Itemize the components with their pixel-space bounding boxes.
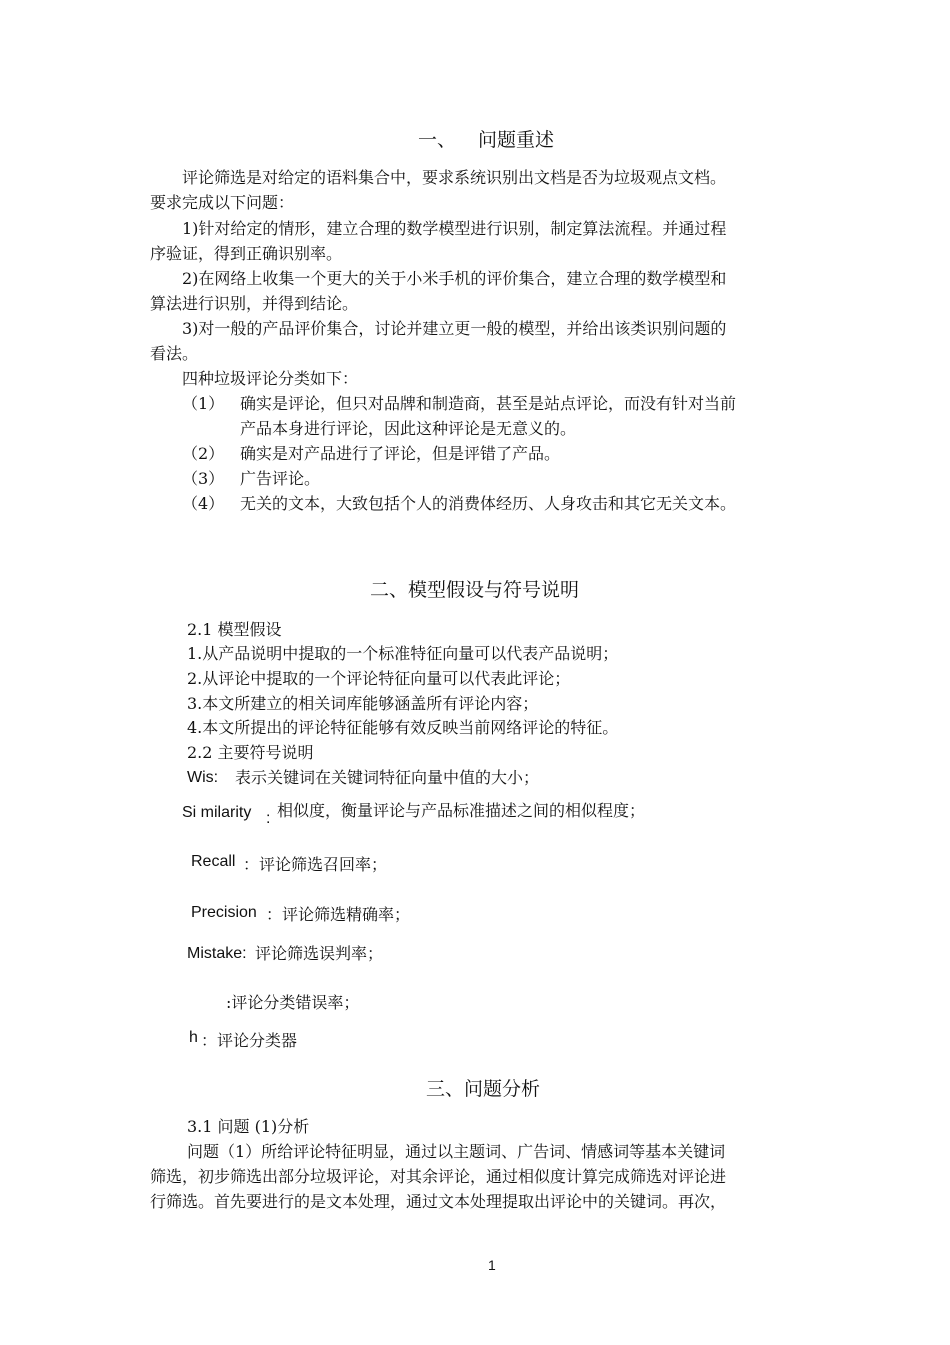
question-1-line-1: 1)针对给定的情形，建立合理的数学模型进行识别，制定算法流程。并通过程: [182, 219, 727, 238]
assumption-1: 1.从产品说明中提取的一个标准特征向量可以代表产品说明；: [187, 644, 619, 663]
question-3-line-2: 看法。: [150, 344, 199, 363]
symbol-mistake-desc: 评论筛选误判率；: [255, 944, 384, 963]
analysis-line-1: 问题（1）所给评论特征明显，通过以主题词、广告词、情感词等基本关键词: [187, 1142, 726, 1161]
class-2-number: （2）: [182, 444, 225, 463]
symbol-h-desc: ：评论分类器: [201, 1031, 298, 1050]
analysis-line-2: 筛选，初步筛选出部分垃圾评论，对其余评论，通过相似度计算完成筛选对评论进: [150, 1167, 727, 1186]
symbol-wis-desc: 表示关键词在关键词特征向量中值的大小；: [235, 768, 540, 787]
assumption-4: 4.本文所提出的评论特征能够有效反映当前网络评论的特征。: [187, 718, 619, 737]
analysis-line-3: 行筛选。首先要进行的是文本处理，通过文本处理提取出评论中的关键词。再次，: [150, 1192, 727, 1211]
class-3-number: （3）: [182, 469, 225, 488]
symbol-similarity-term: Si milarity: [182, 804, 252, 821]
assumption-3: 3.本文所建立的相关词库能够涵盖所有评论内容；: [187, 694, 539, 713]
symbol-error-desc: :评论分类错误率；: [226, 993, 360, 1012]
symbol-wis-term: Wis:: [187, 769, 219, 786]
section-1-number: 一、: [418, 129, 457, 151]
classes-intro: 四种垃圾评论分类如下：: [182, 369, 359, 388]
symbol-precision-term: Precision: [191, 904, 257, 921]
section-1-title: 问题重述: [478, 129, 555, 151]
symbol-similarity-colon: :: [266, 810, 271, 827]
symbol-precision-desc: ：评论筛选精确率；: [266, 905, 411, 924]
question-1-line-2: 序验证，得到正确识别率。: [150, 244, 343, 263]
subsection-2-1-title: 2.1 模型假设: [187, 620, 282, 639]
class-4-number: （4）: [182, 494, 225, 513]
symbol-h-term: h: [189, 1029, 198, 1046]
intro-line-2: 要求完成以下问题：: [150, 193, 295, 212]
intro-line-1: 评论筛选是对给定的语料集合中，要求系统识别出文档是否为垃圾观点文档。: [182, 168, 727, 187]
assumption-2: 2.从评论中提取的一个评论特征向量可以代表此评论；: [187, 669, 571, 688]
class-1-number: （1）: [182, 394, 225, 413]
symbol-mistake-term: Mistake:: [187, 945, 247, 962]
page-number: 1: [488, 1257, 496, 1273]
class-4-line-1: 无关的文本，大致包括个人的消费体经历、人身攻击和其它无关文本。: [240, 494, 737, 513]
question-2-line-2: 算法进行识别，并得到结论。: [150, 294, 359, 313]
subsection-2-2-title: 2.2 主要符号说明: [187, 743, 314, 762]
symbol-recall-desc: ：评论筛选召回率；: [243, 855, 388, 874]
class-1-line-2: 产品本身进行评论，因此这种评论是无意义的。: [240, 419, 577, 438]
class-3-line-1: 广告评论。: [240, 469, 321, 488]
class-1-line-1: 确实是评论，但只对品牌和制造商，甚至是站点评论，而没有针对当前: [240, 394, 737, 413]
symbol-similarity-desc: 相似度，衡量评论与产品标准描述之间的相似程度；: [277, 801, 646, 820]
subsection-3-1-title: 3.1 问题 (1)分析: [187, 1117, 310, 1136]
question-2-line-1: 2)在网络上收集一个更大的关于小米手机的评价集合，建立合理的数学模型和: [182, 269, 727, 288]
symbol-recall-term: Recall: [191, 853, 236, 870]
section-3-title: 三、问题分析: [426, 1078, 541, 1100]
class-2-line-1: 确实是对产品进行了评论，但是评错了产品。: [240, 444, 561, 463]
question-3-line-1: 3)对一般的产品评价集合，讨论并建立更一般的模型，并给出该类识别问题的: [182, 319, 727, 338]
section-2-title: 二、模型假设与符号说明: [370, 579, 580, 601]
